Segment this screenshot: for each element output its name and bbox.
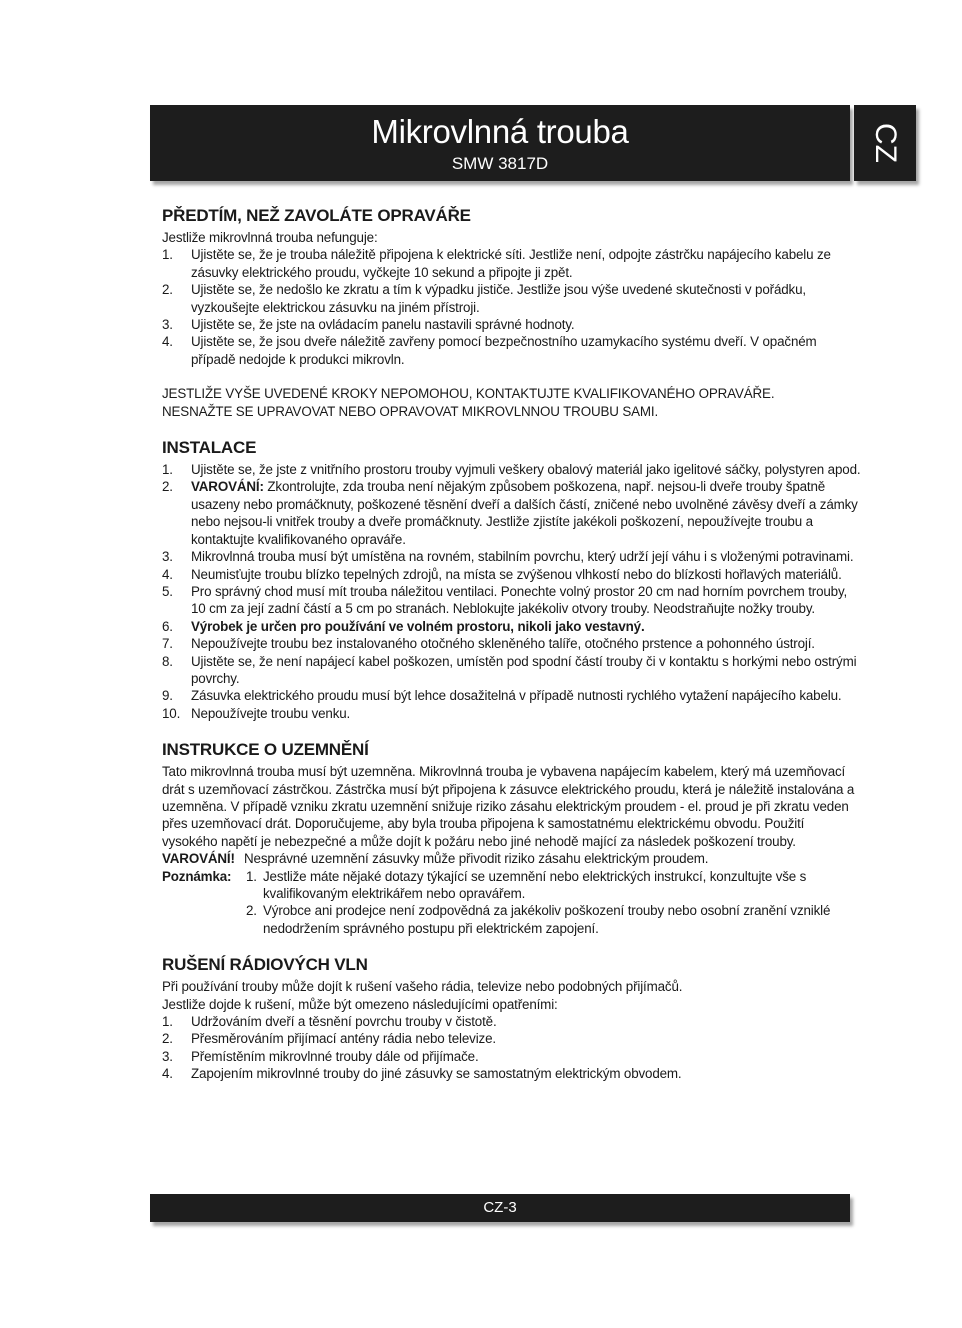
title-banner <box>150 105 850 181</box>
page-number: CZ-3 <box>483 1199 517 1216</box>
caps-warning-line: JESTLIŽE VYŠE UVEDENÉ KROKY NEPOMOHOU, KONTAKTUJTE KVALIFIKOVANÉHO OPRAVÁŘE. <box>162 386 775 402</box>
list-item: 3. Mikrovlnná trouba musí být umístěna na rovném, stabilním povrchu, který udrží její váhu i s vloženými potravinami. <box>162 549 854 565</box>
language-code: CZ <box>869 123 902 163</box>
note-label: Poznámka: <box>162 868 232 884</box>
grounding-warning <box>162 850 862 867</box>
list-item: 2. Ujistěte se, že nedošlo ke zkratu a tím k výpadku jističe. Jestliže jsou výše uvedené skutečnosti v pořádku, vyzkoušejte elektrickou zásuvku na jiném přístroji. <box>162 282 806 315</box>
list-item: 4. Ujistěte se, že jsou dveře náležitě zavřeny pomocí bezpečnostního uzamykacího systému dveří. V opačném případě nedojde k produkci mikrovln. <box>162 334 817 367</box>
numbered-list <box>162 246 862 368</box>
list-item: 1. Ujistěte se, že jste z vnitřního prostoru trouby vyjmuli veškery obalový materiál jako igelitové sáčky, polystyren apod. <box>162 462 861 478</box>
list-item: 4. Neumisťujte troubu blízko tepelných zdrojů, na místa se zvýšenou vlhkostí nebo do blízkosti hořlavých materiálů. <box>162 566 842 582</box>
list-item: 10. Nepoužívejte troubu venku. <box>162 705 351 721</box>
page-footer <box>150 1194 850 1222</box>
section-line: Jestliže dojde k rušení, může být omezeno následujícími opatřeními: <box>162 996 558 1012</box>
list-item: 7. Nepoužívejte troubu bez instalovaného otočného skleněného talíře, otočného prstence a pohonného ústrojí. <box>162 636 815 652</box>
list-item: 8. Ujistěte se, že není napájecí kabel poškozen, umístěn pod spodní částí trouby či v kontaktu s horkými nebo ostrými povrchy. <box>162 653 857 686</box>
list-item: 5. Pro správný chod musí mít trouba náležitou ventilaci. Ponechte volný prostor 20 cm nad horním povrchem trouby, 10 cm za její zadní částí a 5 cm po stranách. Neblokujte jakékoliv otvory trouby. Neodstraňujte nožky trouby. <box>162 583 848 617</box>
list-item: 1. Jestliže máte nějaké dotazy týkající se uzemnění nebo elektrických instrukcí, konzultujte vše s kvalifikovaným elektrikářem nebo opravářem. <box>246 868 807 901</box>
list-item: 6. Výrobek je určen pro používání ve volném prostoru, nikoli jako vestavný. <box>162 618 645 634</box>
section-intro: Jestliže mikrovlnná trouba nefunguje: <box>162 230 378 245</box>
warning-label: VAROVÁNÍ! <box>162 851 235 867</box>
section-line: Při používání trouby může dojít k rušení vašeho rádia, televize nebo podobných přijímačů. <box>162 979 683 995</box>
model-number: SMW 3817D <box>451 154 549 173</box>
list-item: 3. Ujistěte se, že jste na ovládacím panelu nastavili správné hodnoty. <box>162 317 575 333</box>
warning-text: Nesprávné uzemnění zásuvky může přivodit riziko zásahu elektrickým proudem. <box>244 851 709 867</box>
section-heading: RUŠENÍ RÁDIOVÝCH VLN <box>162 955 368 975</box>
list-item: 9. Zásuvka elektrického proudu musí být lehce dosažitelná v případě nutnosti rychlého vytažení napájecího kabelu. <box>162 688 842 704</box>
caps-warning-line: NESNAŽTE SE UPRAVOVAT NEBO OPRAVOVAT MIKROVLNNOU TROUBU SAMI. <box>162 403 659 419</box>
page-title: Mikrovlnná trouba <box>371 113 629 150</box>
section-grounding <box>162 740 862 937</box>
section-before-service <box>162 206 862 420</box>
section-radio-interference <box>162 955 862 1082</box>
list-item: 1. Udržováním dveří a těsnění povrchu trouby v čistotě. <box>162 1014 497 1030</box>
note-list <box>246 868 862 938</box>
section-installation <box>162 438 862 722</box>
section-body: Tato mikrovlnná trouba musí být uzemněna. Mikrovlnná trouba je vybavena napájecím kabelem, který má uzemňovací drát s uzemňovací zástrčkou. Zástrčka musí být připojena k zásuvce elektrického proudu, která je náležitě instalována a uzemněna. V případě vzniku zkratu uzemnění snižuje riziko zásahu elektrickým proudem - el. proud je při zkratu veden přes uzemňovací drát. Doporučujeme, aby byla trouba připojena k samostatnému elektrickému obvodu. Použití vysokého napětí je nebezpečné a může dojít k požáru nebo jiné nehodě mající za následek poškození trouby. <box>162 764 855 849</box>
list-item: 2. Výrobce ani prodejce není zodpovědná za jakékoliv poškození trouby nebo osobní zranění vzniklé nedodržením správného postupu při elektrickém zapojení. <box>246 903 831 936</box>
numbered-list <box>162 461 862 722</box>
document-body <box>162 206 862 1101</box>
language-tab <box>854 105 916 181</box>
section-heading: PŘEDTÍM, NEŽ ZAVOLÁTE OPRAVÁŘE <box>162 206 471 225</box>
list-item: 1. Ujistěte se, že je trouba náležitě připojena k elektrické síti. Jestliže není, odpojte zástrčku napájecího kabelu ze zásuvky elektrického proudu, vyčkejte 10 sekund a připojte ji zpět. <box>162 247 831 280</box>
list-item: 3. Přemístěním mikrovlnné trouby dále od přijímače. <box>162 1048 479 1064</box>
grounding-notes <box>162 868 862 938</box>
list-item: 2. VAROVÁNÍ: Zkontrolujte, zda trouba není nějakým způsobem poškozena, např. nejsou-li dveře trouby špatně usazeny nebo promáčknuty, poškozené těsnění dveří a dalších částí, zničené nebo uvolněné závěsy dveří a zámky nebo nejsou-li vnitřek trouby a dveře promáčknuty. Jestliže zjistíte jakékoli poškození, nepoužívejte troubu a kontaktujte kvalifikovaného opraváře. <box>162 479 858 547</box>
list-item: 4. Zapojením mikrovlnné trouby do jiné zásuvky se samostatným elektrickým obvodem. <box>162 1066 682 1082</box>
section-heading: INSTALACE <box>162 438 257 458</box>
list-item: 2. Přesměrováním přijímací antény rádia nebo televize. <box>162 1031 496 1047</box>
numbered-list <box>162 1013 862 1083</box>
section-heading: INSTRUKCE O UZEMNĚNÍ <box>162 740 369 760</box>
